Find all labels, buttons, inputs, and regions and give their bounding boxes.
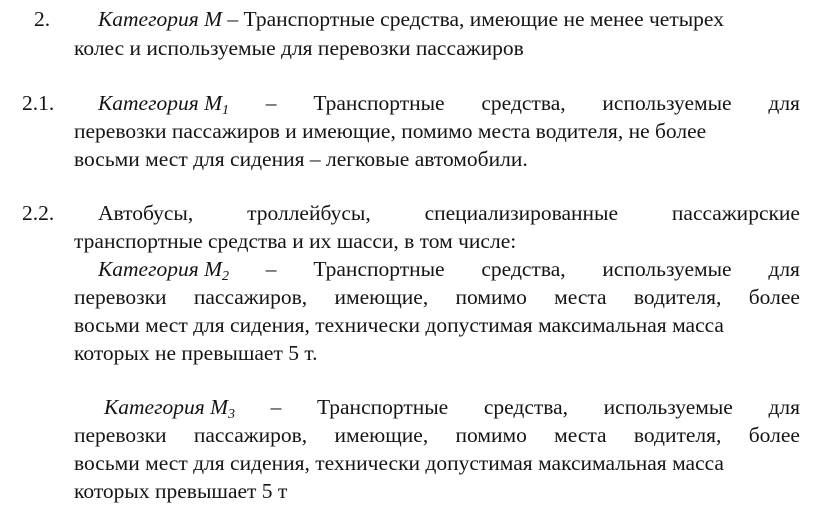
word: места bbox=[554, 285, 607, 309]
category-label: Категория М bbox=[98, 7, 223, 31]
word: троллейбусы, bbox=[247, 201, 371, 225]
word: средства, bbox=[483, 395, 569, 419]
word: средства, bbox=[481, 257, 566, 281]
word: Транспортные bbox=[316, 395, 449, 419]
word: пассажирские bbox=[671, 201, 800, 225]
word: имеющие, bbox=[334, 423, 429, 447]
category-label: Категория $М_1$ bbox=[98, 91, 230, 118]
section-2-1-line-3: восьми мест для сидения – легковые автомобили. bbox=[74, 147, 528, 171]
section-2-line-1 bbox=[98, 6, 724, 32]
word: используемые bbox=[603, 395, 733, 419]
section-2-line-2: колес и используемые для перевозки пассажиров bbox=[74, 36, 524, 60]
m2-line-3: восьми мест для сидения, технически допустимая максимальная масса bbox=[74, 313, 724, 337]
word: Транспортные bbox=[313, 91, 445, 115]
m3-line-4: которых превышает 5 т bbox=[74, 479, 288, 503]
word: для bbox=[768, 91, 800, 115]
word: Автобусы, bbox=[98, 201, 194, 225]
word: средства, bbox=[481, 91, 566, 115]
word: Транспортные bbox=[313, 257, 445, 281]
word: используемые bbox=[602, 257, 732, 281]
section-2-1-line-2: перевозки пассажиров и имеющие, помимо места водителя, не более bbox=[74, 119, 707, 143]
word: для bbox=[768, 257, 800, 281]
section-2-2-line-1 bbox=[98, 200, 800, 226]
m2-line-2 bbox=[74, 284, 800, 310]
word: для bbox=[768, 395, 800, 419]
word: более bbox=[748, 423, 800, 447]
category-label: Категория $М_3$ bbox=[104, 395, 236, 422]
section-number: 2.1. bbox=[22, 91, 55, 115]
word: пассажиров, bbox=[193, 285, 308, 309]
word: места bbox=[554, 423, 607, 447]
word: водителя, bbox=[633, 285, 722, 309]
m2-line-4: которых не превышает 5 т. bbox=[74, 341, 318, 365]
category-label: Категория $М_2$ bbox=[98, 257, 230, 284]
word: имеющие, bbox=[334, 285, 429, 309]
word: перевозки bbox=[74, 285, 167, 309]
word: более bbox=[748, 285, 800, 309]
word: помимо bbox=[455, 285, 527, 309]
word: специализированные bbox=[424, 201, 619, 225]
word: перевозки bbox=[74, 423, 167, 447]
section-2-2-line-2: транспортные средства и их шасси, в том числе: bbox=[74, 229, 517, 253]
dash: – bbox=[227, 7, 239, 31]
word: пассажиров, bbox=[193, 423, 308, 447]
word: используемые bbox=[602, 91, 732, 115]
word: водителя, bbox=[633, 423, 722, 447]
m3-line-3: восьми мест для сидения, технически допустимая максимальная масса bbox=[74, 451, 724, 475]
dash: – bbox=[270, 395, 282, 419]
dash: – bbox=[265, 91, 277, 115]
section-number: 2.2. bbox=[22, 201, 55, 225]
word: помимо bbox=[455, 423, 527, 447]
dash: – bbox=[265, 257, 277, 281]
m3-line-2 bbox=[74, 422, 800, 448]
line-text: Транспортные средства, имеющие не менее четырех bbox=[243, 7, 724, 31]
section-number: 2. bbox=[34, 7, 51, 31]
